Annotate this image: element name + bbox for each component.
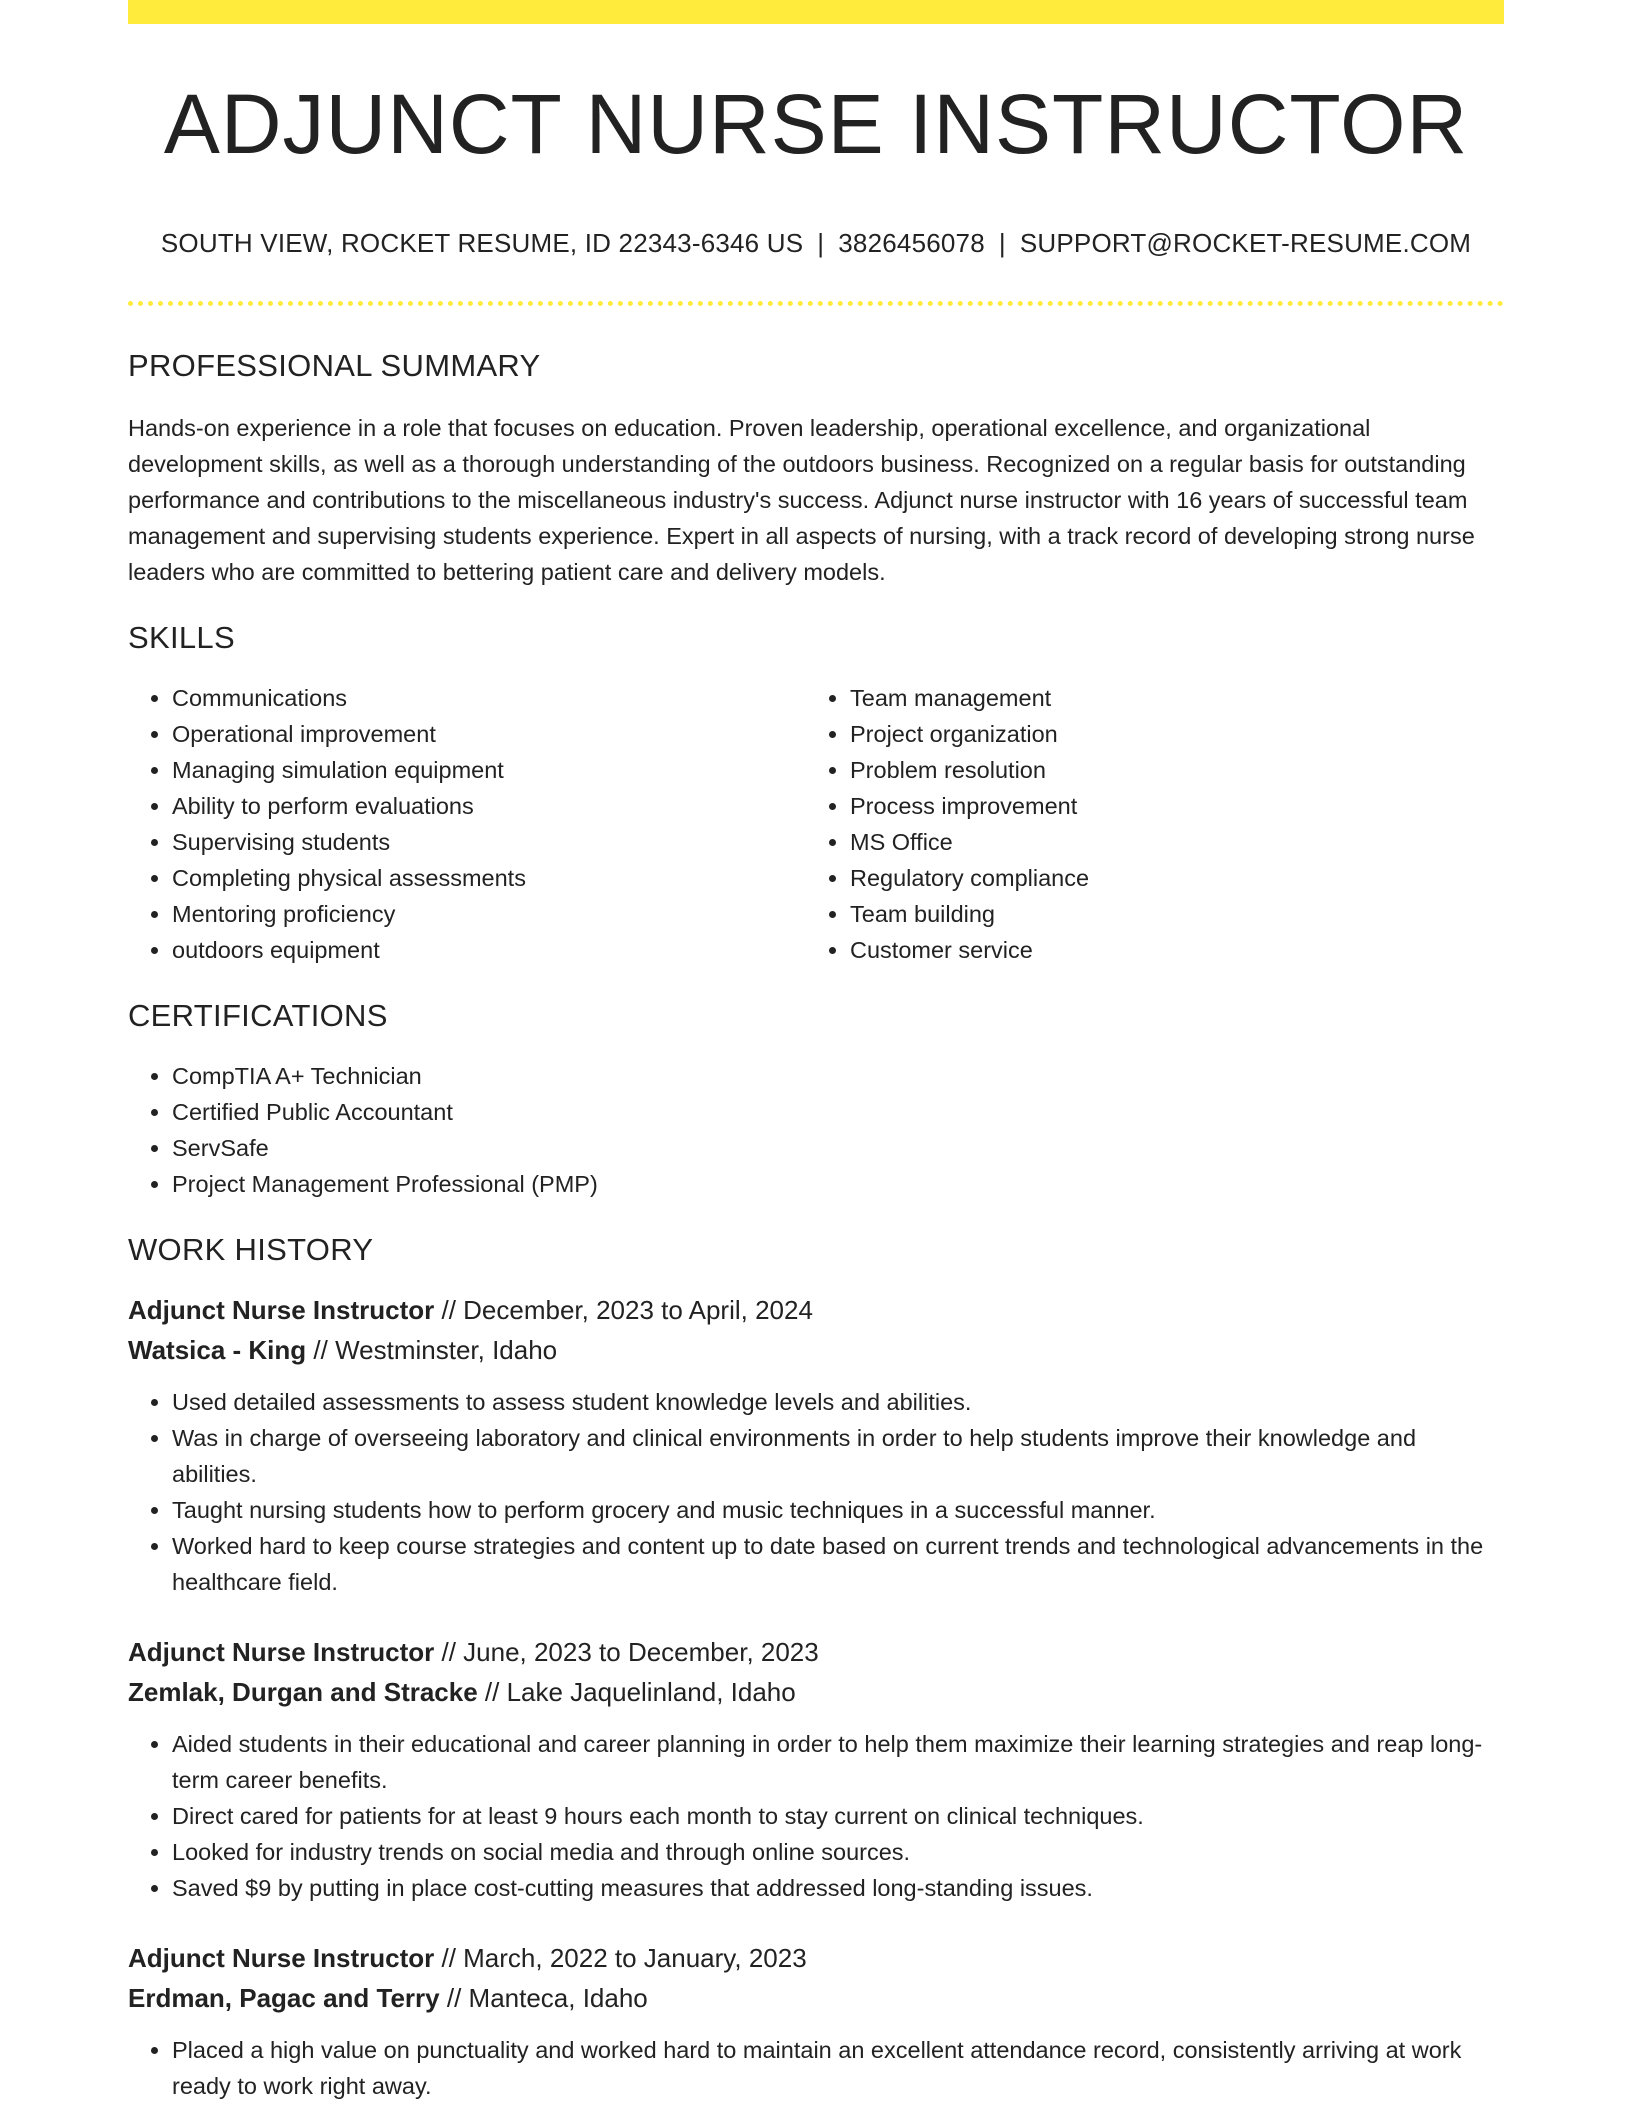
skill-item: • MS Office [850, 824, 1490, 860]
skill-item: • Team building [850, 896, 1490, 932]
job-role-line [128, 1290, 1504, 1330]
job-bullet: • Used detailed assessments to assess student knowledge levels and abilities. [172, 1384, 1504, 1420]
job-bullet: • Saved $9 by putting in place cost-cutting measures that addressed long-standing issues. [172, 1870, 1504, 1906]
contact-phone: 3826456078 [838, 228, 985, 258]
job-location: // Westminster, Idaho [306, 1335, 558, 1365]
skills-columns [128, 680, 1504, 968]
top-accent-bar [128, 0, 1504, 24]
skill-item: • Ability to perform evaluations [172, 788, 806, 824]
job-role-line [128, 1632, 1504, 1672]
job-company-line [128, 1330, 1504, 1370]
job-company: Zemlak, Durgan and Stracke [128, 1677, 478, 1707]
skills-left-list [128, 680, 806, 968]
contact-address: SOUTH VIEW, ROCKET RESUME, ID 22343-6346 US [160, 228, 804, 258]
skill-item: • Managing simulation equipment [172, 752, 806, 788]
certification-item: • Certified Public Accountant [172, 1094, 1504, 1130]
job-dates: // December, 2023 to April, 2024 [434, 1295, 813, 1325]
certification-item: • ServSafe [172, 1130, 1504, 1166]
skills-right-list [806, 680, 1490, 968]
summary-text: Hands-on experience in a role that focuses on education. Proven leadership, operational excellence, and organizational development skills, as well as a thorough understanding of the outdoors business. Recognized on a regular basis for outstanding performance and contributions to the miscellaneous industry's success. Adjunct nurse instructor with 16 years of successful team management and supervising students experience. Expert in all aspects of nursing, with a track record of developing strong nurse leaders who are committed to bettering patient care and delivery models. [128, 415, 1475, 585]
job-bullet: • Worked hard to keep course strategies and content up to date based on current trends and technological advancements in the healthcare field. [172, 1528, 1504, 1600]
job-company-line [128, 1672, 1504, 1712]
certification-item: • Project Management Professional (PMP) [172, 1166, 1504, 1202]
skill-item: • Operational improvement [172, 716, 806, 752]
job-bullet: • Was in charge of overseeing laboratory and clinical environments in order to help students improve their knowledge and abilities. [172, 1420, 1504, 1492]
skill-item: • Supervising students [172, 824, 806, 860]
job-location: // Lake Jaquelinland, Idaho [477, 1677, 796, 1707]
job-bullets [128, 1726, 1504, 1906]
contact-separator: | [998, 228, 1006, 258]
job-entry [128, 1938, 1504, 2104]
resume-title: ADJUNCT NURSE INSTRUCTOR [163, 77, 1469, 171]
certifications-list [128, 1058, 1504, 1202]
job-dates: // March, 2022 to January, 2023 [434, 1943, 807, 1973]
job-bullet: • Aided students in their educational and career planning in order to help them maximize their learning strategies and reap long-term career benefits. [172, 1726, 1504, 1798]
job-bullet: • Placed a high value on punctuality and worked hard to maintain an excellent attendance record, consistently arriving at work ready to work right away. [172, 2032, 1504, 2104]
job-role: Adjunct Nurse Instructor [128, 1943, 435, 1973]
job-company: Erdman, Pagac and Terry [128, 1983, 440, 2013]
job-bullet: • Direct cared for patients for at least 9 hours each month to stay current on clinical techniques. [172, 1798, 1504, 1834]
skill-item: • Team management [850, 680, 1490, 716]
resume-page [128, 0, 1504, 2104]
skill-item: • Mentoring proficiency [172, 896, 806, 932]
job-location: // Manteca, Idaho [439, 1983, 648, 2013]
contact-email: SUPPORT@ROCKET-RESUME.COM [1019, 228, 1472, 258]
job-entry [128, 1632, 1504, 1906]
skill-item: • Completing physical assessments [172, 860, 806, 896]
job-bullets [128, 2032, 1504, 2104]
certifications-heading: CERTIFICATIONS [128, 998, 388, 1033]
job-entry [128, 1290, 1504, 1600]
skill-item: • Communications [172, 680, 806, 716]
work-history-heading: WORK HISTORY [128, 1232, 374, 1267]
skill-item: • outdoors equipment [172, 932, 806, 968]
summary-heading: PROFESSIONAL SUMMARY [128, 348, 541, 383]
job-role-line [128, 1938, 1504, 1978]
job-bullet: • Taught nursing students how to perform grocery and music techniques in a successful manner. [172, 1492, 1504, 1528]
skill-item: • Project organization [850, 716, 1490, 752]
certification-item: • CompTIA A+ Technician [172, 1058, 1504, 1094]
contact-separator: | [817, 228, 825, 258]
job-bullet: • Looked for industry trends on social media and through online sources. [172, 1834, 1504, 1870]
skills-heading: SKILLS [128, 620, 235, 655]
job-dates: // June, 2023 to December, 2023 [434, 1637, 819, 1667]
skill-item: • Regulatory compliance [850, 860, 1490, 896]
job-role: Adjunct Nurse Instructor [128, 1295, 435, 1325]
skill-item: • Customer service [850, 932, 1490, 968]
job-company: Watsica - King [128, 1335, 307, 1365]
skill-item: • Problem resolution [850, 752, 1490, 788]
job-company-line [128, 1978, 1504, 2018]
job-bullets [128, 1384, 1504, 1600]
skill-item: • Process improvement [850, 788, 1490, 824]
job-role: Adjunct Nurse Instructor [128, 1637, 435, 1667]
contact-line [128, 228, 1504, 259]
dotted-divider [128, 301, 1504, 306]
